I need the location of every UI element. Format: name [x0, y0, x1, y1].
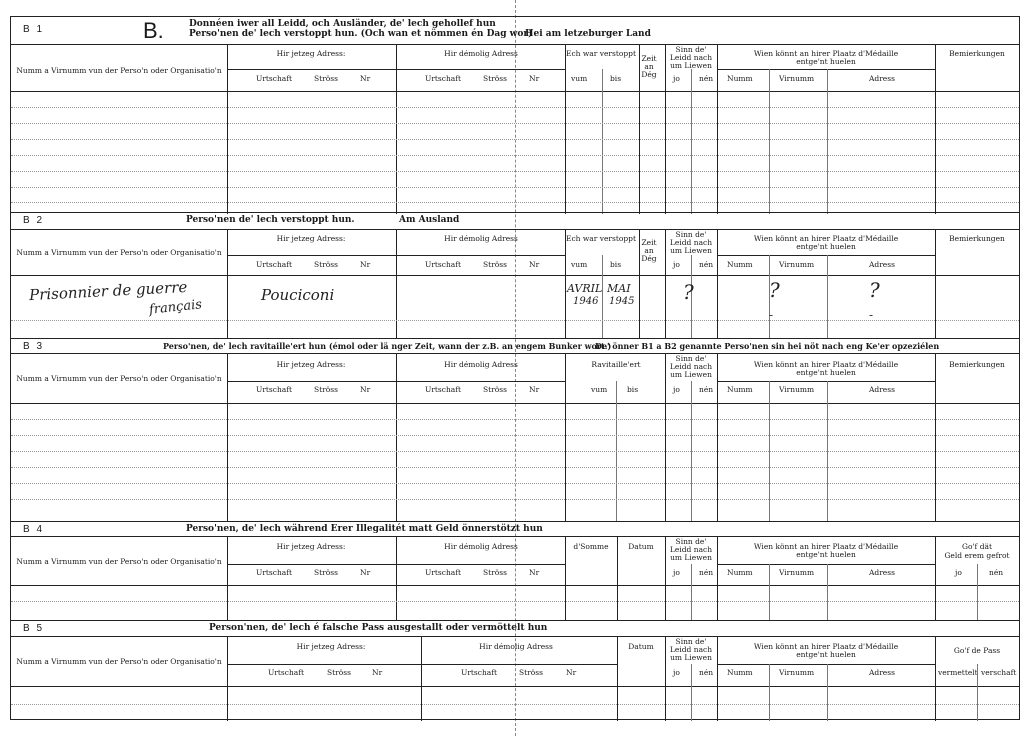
- b3-sub-street-old: Ströss: [483, 385, 507, 394]
- b2-sub-address: Adress: [869, 260, 895, 269]
- b3-col-old-address: Hir démolig Adress: [444, 360, 518, 369]
- b2-sub-from: vum: [571, 260, 588, 269]
- b1-sub-yes: jo: [673, 74, 680, 83]
- b1-col-alive-3: um Liewen: [670, 61, 712, 70]
- b3-sub-firstname: Virnumm: [779, 385, 815, 394]
- b3-sub-city-old: Urtschaft: [425, 385, 462, 394]
- b5-sub-city: Urtschaft: [268, 668, 305, 677]
- b1-sub-city: Urtschaft: [256, 74, 293, 83]
- b4-sub-nr: Nr: [360, 568, 371, 577]
- b3-col-alive-2: Leidd nach: [669, 362, 713, 371]
- b5-col-name: Numm a Virnumm vun der Perso'n oder Organisatio'n: [16, 657, 222, 666]
- b3-col-remarks: Bemierkungen: [949, 360, 1005, 369]
- b1-col-alive-2: Leidd nach: [669, 53, 713, 62]
- section-id-b2: B 2: [23, 215, 45, 226]
- b4-col-current-address: Hir jetzeg Adress:: [276, 542, 346, 551]
- b2-sub-street: Ströss: [314, 260, 338, 269]
- b1-col-current-address: Hir jetzeg Adress:: [276, 49, 346, 58]
- b2-sub-firstname: Virnumm: [779, 260, 815, 269]
- b1-sub-to: bis: [610, 74, 622, 83]
- b4-sub-street-old: Ströss: [483, 568, 507, 577]
- b3-sub-nr: Nr: [360, 385, 371, 394]
- b5-col-medal-1: Wien könnt an hirer Plaatz d'Médaille: [753, 642, 899, 651]
- b5-sub-street: Ströss: [327, 668, 351, 677]
- b3-col-alive-1: Sinn de': [675, 354, 707, 363]
- b1-sub-city-old: Urtschaft: [425, 74, 462, 83]
- b2-sub-no: nén: [699, 260, 714, 269]
- b2-entry-from-year: 1946: [573, 296, 599, 307]
- b4-col-date: Datum: [628, 542, 654, 551]
- b4-sub-firstname: Virnumm: [779, 568, 815, 577]
- b5-sub-lastname: Numm: [727, 668, 753, 677]
- b2-entry-name-2: français: [148, 297, 203, 318]
- b1-sub-firstname: Virnumm: [779, 74, 815, 83]
- b4-sub-nr-old: Nr: [529, 568, 540, 577]
- b5-col-current-address: Hir jetzeg Adress:: [296, 642, 366, 651]
- b2-col-hidden: Ech war verstoppt: [565, 234, 637, 243]
- section-b5: [11, 620, 1019, 721]
- b5-sub-no: nén: [699, 668, 714, 677]
- b1-title-1: Donnéen iwer all Leidd, och Ausländer, de' lech gehollef hun: [189, 19, 496, 29]
- b2-entry-alive-unknown: ?: [683, 280, 694, 304]
- b5-sub-procured: verschaft: [981, 668, 1017, 677]
- b4-sub-returned-no: nén: [989, 568, 1004, 577]
- b3-col-medal-1: Wien könnt an hirer Plaatz d'Médaille: [753, 360, 899, 369]
- b1-sub-nr: Nr: [360, 74, 371, 83]
- b4-sub-returned-yes: jo: [955, 568, 962, 577]
- b4-sub-lastname: Numm: [727, 568, 753, 577]
- b5-col-alive-3: um Liewen: [670, 653, 712, 662]
- b2-col-remarks: Bemierkungen: [949, 234, 1005, 243]
- b1-col-remarks: Bemierkungen: [949, 49, 1005, 58]
- b1-col-medal-1: Wien könnt an hirer Plaatz d'Médaille: [753, 49, 899, 58]
- section-id-b4: B 4: [23, 524, 45, 535]
- b5-col-medal-2: entge'nt huelen: [796, 650, 856, 659]
- b2-entry-firstname-unknown: ?: [769, 278, 780, 302]
- b2-entry-city: Pouciconi: [261, 286, 335, 304]
- b2-entry-from-month: AVRIL: [567, 282, 603, 295]
- b2-col-alive-2: Leidd nach: [669, 238, 713, 247]
- b2-col-alive-1: Sinn de': [675, 230, 707, 239]
- b5-title-1: Person'nen, de' lech é falsche Pass ausgestallt oder vermöttelt hun: [209, 623, 548, 633]
- b1-col-name: Numm a Virnumm vun der Perso'n oder Organisatio'n: [16, 66, 222, 75]
- b2-sub-city-old: Urtschaft: [425, 260, 462, 269]
- b3-col-name: Numm a Virnumm vun der Perso'n oder Organisatio'n: [16, 374, 222, 383]
- b4-sub-address: Adress: [869, 568, 895, 577]
- b1-sub-no: nén: [699, 74, 714, 83]
- b4-col-sum: d'Somme: [573, 542, 609, 551]
- b2-sub-to: bis: [610, 260, 622, 269]
- b1-sub-address: Adress: [869, 74, 895, 83]
- b1-sub-from: vum: [571, 74, 588, 83]
- b5-sub-issued: vermettelt: [938, 668, 978, 677]
- b1-sub-lastname: Numm: [727, 74, 753, 83]
- b4-sub-no: nén: [699, 568, 714, 577]
- b4-sub-street: Ströss: [314, 568, 338, 577]
- b3-sub-no: nén: [699, 385, 714, 394]
- b4-col-alive-2: Leidd nach: [669, 545, 713, 554]
- b5-sub-nr: Nr: [372, 668, 383, 677]
- b5-sub-nr-old: Nr: [566, 668, 577, 677]
- b1-sub-street: Ströss: [314, 74, 338, 83]
- b4-col-medal-1: Wien könnt an hirer Plaatz d'Médaille: [753, 542, 899, 551]
- form-letter: B.: [143, 18, 164, 43]
- b5-col-date: Datum: [628, 642, 654, 651]
- b5-col-pass: Go'f de Pass: [953, 646, 1001, 655]
- b2-sub-street-old: Ströss: [483, 260, 507, 269]
- b4-col-returned-1: Go'f dät: [961, 542, 993, 551]
- b1-col-time: Zeit an Dég: [641, 54, 657, 79]
- b2-col-medal-1: Wien könnt an hirer Plaatz d'Médaille: [753, 234, 899, 243]
- b2-entry-to-month: MAI: [607, 282, 631, 295]
- b5-sub-city-old: Urtschaft: [461, 668, 498, 677]
- b1-col-hidden: Ech war verstoppt: [565, 49, 637, 58]
- b1-sub-nr-old: Nr: [529, 74, 540, 83]
- b4-sub-city: Urtschaft: [256, 568, 293, 577]
- b3-col-current-address: Hir jetzeg Adress:: [276, 360, 346, 369]
- b3-sub-from: vum: [591, 385, 608, 394]
- b1-title-2: Perso'nen de' lech verstoppt hun. (Och wan et nömmen én Dag wor): [189, 29, 533, 39]
- b3-col-alive-3: um Liewen: [670, 370, 712, 379]
- b1-col-old-address: Hir démolig Adress: [444, 49, 518, 58]
- b3-sub-lastname: Numm: [727, 385, 753, 394]
- b2-entry-to-year: 1945: [609, 296, 635, 307]
- b2-entry-name-1: Prisonnier de guerre: [28, 277, 188, 305]
- b2-sub-nr-old: Nr: [529, 260, 540, 269]
- b5-sub-yes: jo: [673, 668, 680, 677]
- b3-sub-address: Adress: [869, 385, 895, 394]
- section-id-b1: B 1: [23, 24, 45, 35]
- b3-sub-yes: jo: [673, 385, 680, 394]
- b3-sub-to: bis: [627, 385, 639, 394]
- b1-col-alive-1: Sinn de': [675, 45, 707, 54]
- b4-sub-city-old: Urtschaft: [425, 568, 462, 577]
- b5-sub-address: Adress: [869, 668, 895, 677]
- b3-col-supplied: Ravitaille'ert: [591, 360, 641, 369]
- section-id-b5: B 5: [23, 623, 45, 634]
- b5-col-alive-2: Leidd nach: [669, 645, 713, 654]
- b4-sub-yes: jo: [673, 568, 680, 577]
- b4-col-returned-2: Geld erem gefrot: [944, 551, 1010, 560]
- b3-sub-nr-old: Nr: [529, 385, 540, 394]
- b2-col-name: Numm a Virnumm vun der Perso'n oder Organisatio'n: [16, 248, 222, 257]
- b4-col-alive-1: Sinn de': [675, 537, 707, 546]
- b2-col-old-address: Hir démolig Adress: [444, 234, 518, 243]
- b2-col-alive-3: um Liewen: [670, 246, 712, 255]
- section-b2: [11, 212, 1019, 338]
- b2-entry-dash-2: -: [869, 308, 874, 322]
- b2-title-2: Am Ausland: [399, 215, 460, 225]
- b3-title-2: De' önner B1 a B2 genannte Perso'nen sin hei nöt nach eng Ke'er opzeziélen: [595, 341, 940, 351]
- b2-sub-lastname: Numm: [727, 260, 753, 269]
- b2-col-current-address: Hir jetzeg Adress:: [276, 234, 346, 243]
- b3-sub-street: Ströss: [314, 385, 338, 394]
- b3-sub-city: Urtschaft: [256, 385, 293, 394]
- b2-sub-city: Urtschaft: [256, 260, 293, 269]
- section-b4: [11, 521, 1019, 620]
- b1-col-medal-2: entge'nt huelen: [796, 57, 856, 66]
- section-id-b3: B 3: [23, 341, 45, 352]
- b5-col-alive-1: Sinn de': [675, 637, 707, 646]
- b4-title-1: Perso'nen, de' lech während Erer Illegalitét matt Geld önnerstötzt hun: [186, 524, 543, 534]
- b5-sub-firstname: Virnumm: [779, 668, 815, 677]
- b4-col-alive-3: um Liewen: [670, 553, 712, 562]
- section-b1: [11, 17, 1019, 214]
- b4-col-medal-2: entge'nt huelen: [796, 550, 856, 559]
- b4-col-old-address: Hir démolig Adress: [444, 542, 518, 551]
- b2-entry-dash-1: -: [769, 308, 774, 322]
- b1-sub-street-old: Ströss: [483, 74, 507, 83]
- b2-entry-address-unknown: ?: [869, 278, 880, 302]
- b1-title-3: Hei am letzeburger Land: [525, 29, 651, 39]
- b5-sub-street-old: Ströss: [519, 668, 543, 677]
- b2-title-1: Perso'nen de' lech verstoppt hun.: [186, 215, 355, 225]
- b2-col-medal-2: entge'nt huelen: [796, 242, 856, 251]
- b4-col-name: Numm a Virnumm vun der Perso'n oder Organisatio'n: [16, 557, 222, 566]
- b3-col-medal-2: entge'nt huelen: [796, 368, 856, 377]
- b5-col-old-address: Hir démolig Adress: [479, 642, 553, 651]
- b2-col-time: Zeit an Dég: [641, 238, 657, 263]
- b3-title-1: Perso'nen, de' lech ravitaille'ert hun (émol oder lä nger Zeit, wann der z.B. an engem Bunker wort.): [163, 341, 612, 351]
- b2-sub-yes: jo: [673, 260, 680, 269]
- form-page: [10, 16, 1020, 720]
- b2-sub-nr: Nr: [360, 260, 371, 269]
- section-b3: [11, 338, 1019, 521]
